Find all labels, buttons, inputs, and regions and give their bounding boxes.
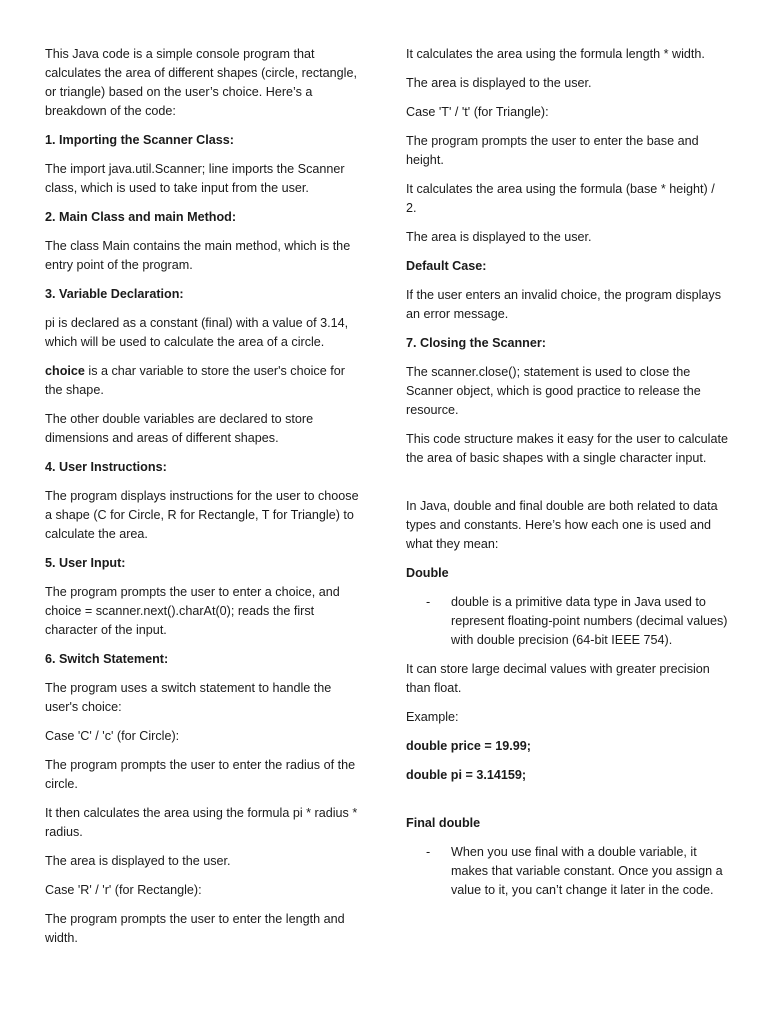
choice-keyword: choice	[45, 364, 85, 378]
triangle-display-paragraph: The area is displayed to the user.	[406, 230, 592, 244]
choice-paragraph	[45, 362, 365, 400]
section-heading-main-class: 2. Main Class and main Method:	[45, 210, 237, 224]
bullet-dash: -	[426, 595, 431, 609]
section-heading-double: Double	[406, 566, 449, 580]
case-triangle-label: Case 'T' / 't' (for Triangle):	[406, 105, 549, 119]
spacer	[406, 795, 728, 814]
choice-description: is a char variable to store the user's choice for the shape.	[45, 364, 345, 397]
precision-paragraph: It can store large decimal values with greater precision than float.	[406, 662, 710, 695]
summary-paragraph: This code structure makes it easy for the user to calculate the area of basic shapes with a single character input.	[406, 432, 728, 465]
input-paragraph: The program prompts the user to enter a choice, and choice = scanner.next().charAt(0); reads the first character of the input.	[45, 585, 340, 637]
right-column	[406, 45, 728, 910]
rectangle-formula-paragraph: It calculates the area using the formula length * width.	[406, 47, 705, 61]
case-rectangle-label: Case 'R' / 'r' (for Rectangle):	[45, 883, 202, 897]
section-heading-input: 5. User Input:	[45, 556, 126, 570]
bullet-dash: -	[426, 845, 431, 859]
pi-paragraph: pi is declared as a constant (final) with a value of 3.14, which will be used to calculate the area of a circle.	[45, 316, 349, 349]
import-paragraph: The import java.util.Scanner; line imports the Scanner class, which is used to take input from the user.	[45, 162, 345, 195]
rectangle-display-paragraph: The area is displayed to the user.	[406, 76, 592, 90]
circle-display-paragraph: The area is displayed to the user.	[45, 854, 231, 868]
bullet-item-final	[406, 843, 728, 900]
section-heading-instructions: 4. User Instructions:	[45, 460, 167, 474]
closing-paragraph: The scanner.close(); statement is used to close the Scanner object, which is good practice to release the resource.	[406, 365, 701, 417]
case-circle-label: Case 'C' / 'c' (for Circle):	[45, 729, 180, 743]
code-example-price: double price = 19.99;	[406, 739, 531, 753]
bullet-text: When you use final with a double variable, it makes that variable constant. Once you assign a value to it, you can’t change it later in the code.	[451, 845, 723, 897]
default-paragraph: If the user enters an invalid choice, the program displays an error message.	[406, 288, 722, 321]
section-heading-variables: 3. Variable Declaration:	[45, 287, 184, 301]
double-vars-paragraph: The other double variables are declared to store dimensions and areas of different shapes.	[45, 412, 314, 445]
circle-prompt-paragraph: The program prompts the user to enter the radius of the circle.	[45, 758, 356, 791]
rectangle-prompt-paragraph: The program prompts the user to enter the length and width.	[45, 912, 345, 945]
spacer	[406, 478, 728, 497]
triangle-formula-paragraph: It calculates the area using the formula (base * height) / 2.	[406, 182, 715, 215]
section-heading-switch: 6. Switch Statement:	[45, 652, 169, 666]
left-column	[45, 45, 365, 958]
bullet-text: double is a primitive data type in Java used to represent floating-point numbers (decimal values) with double precision (64-bit IEEE 754).	[451, 595, 728, 647]
section-heading-final-double: Final double	[406, 816, 481, 830]
instructions-paragraph: The program displays instructions for the user to choose a shape (C for Circle, R for Rectangle, T for Triangle) to calculate the area.	[45, 489, 359, 541]
main-class-paragraph: The class Main contains the main method, which is the entry point of the program.	[45, 239, 351, 272]
bullet-item-double	[406, 593, 728, 650]
intro-paragraph: This Java code is a simple console program that calculates the area of different shapes (circle, rectangle, or triangle) based on the user’s choice. Here’s a breakdown of the code:	[45, 47, 357, 118]
triangle-prompt-paragraph: The program prompts the user to enter the base and height.	[406, 134, 699, 167]
section-heading-import: 1. Importing the Scanner Class:	[45, 133, 234, 147]
switch-paragraph: The program uses a switch statement to handle the user's choice:	[45, 681, 332, 714]
code-example-pi: double pi = 3.14159;	[406, 768, 527, 782]
section-heading-closing: 7. Closing the Scanner:	[406, 336, 546, 350]
section-heading-default: Default Case:	[406, 259, 487, 273]
java-double-intro-paragraph: In Java, double and final double are both related to data types and constants. Here’s how each one is used and what they mean:	[406, 499, 718, 551]
circle-formula-paragraph: It then calculates the area using the formula pi * radius * radius.	[45, 806, 358, 839]
example-label: Example:	[406, 710, 459, 724]
